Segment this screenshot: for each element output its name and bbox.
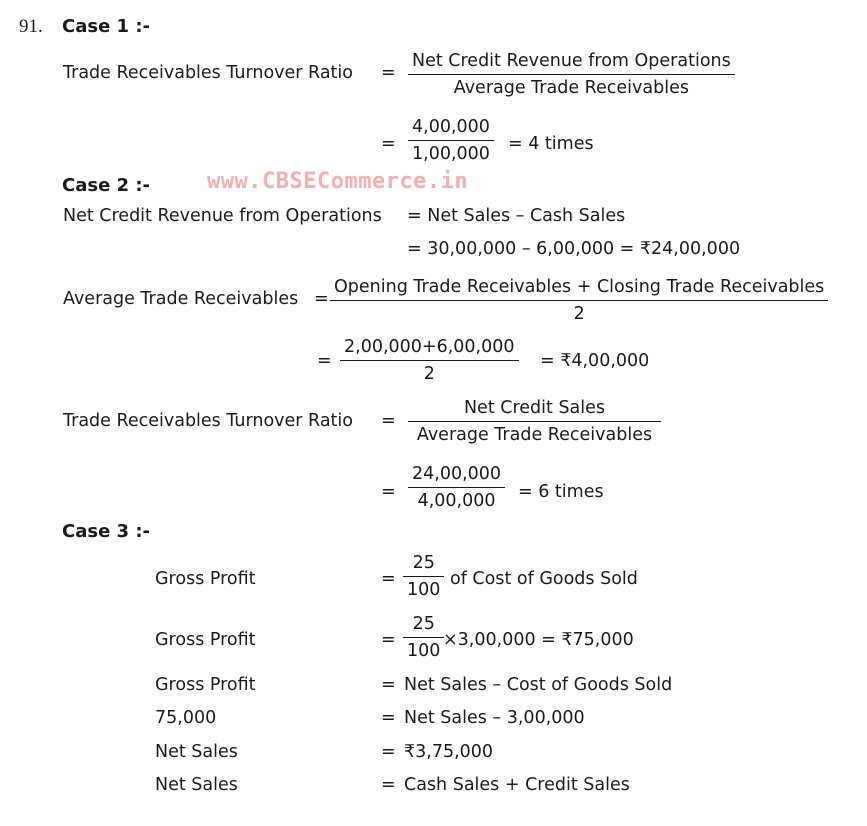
case-2-trr-equals: = (381, 411, 396, 431)
case-2-trr-result: = 6 times (518, 482, 604, 502)
case-2-trr-calc-denominator: 4,00,000 (417, 490, 496, 511)
case-2-atr-result: = ₹4,00,000 (540, 351, 650, 371)
case-2-trr-calc-numerator: 24,00,000 (408, 466, 505, 488)
case-3-row-label: Net Sales (155, 775, 238, 795)
case-3-row-denominator: 100 (407, 640, 441, 661)
case-3-row-denominator: 100 (407, 579, 441, 600)
case-3-row-equals: = (381, 742, 396, 762)
case-2-atr-calc-denominator: 2 (423, 363, 435, 384)
case-3-row-label: Gross Profit (155, 675, 256, 695)
case-2-atr-calc-numerator: 2,00,000+6,00,000 (340, 339, 519, 361)
case-2-atr-calc-fraction (340, 339, 519, 383)
case-2-atr-equals: = (314, 289, 329, 309)
case-2-trr-equals-2: = (381, 482, 396, 502)
case-2-heading: Case 2 :- (62, 175, 151, 196)
case-1-label: Trade Receivables Turnover Ratio (63, 63, 353, 83)
case-2-trr-fraction (408, 400, 661, 444)
case-2-trr-denominator: Average Trade Receivables (416, 424, 653, 445)
question-number: 91. (19, 16, 43, 37)
case-2-atr-numerator: Opening Trade Receivables + Closing Trade Receivables (330, 279, 828, 301)
case-3-row-numerator: 25 (403, 555, 444, 577)
case-3-row-equals: = (381, 569, 396, 589)
case-1-equals-2: = (381, 134, 396, 154)
case-2-atr-denominator: 2 (573, 303, 585, 324)
case-3-row-label: Gross Profit (155, 630, 256, 650)
case-2-atr-fraction (330, 279, 828, 323)
case-1-calc-fraction (408, 119, 494, 163)
case-2-trr-calc-fraction (408, 466, 505, 510)
case-1-calc-numerator: 4,00,000 (408, 119, 494, 141)
case-3-heading: Case 3 :- (62, 521, 151, 542)
case-3-row-rhs: Net Sales – Cost of Goods Sold (404, 675, 673, 695)
case-3-row-rhs: ₹3,75,000 (404, 742, 494, 762)
case-3-row-rhs: of Cost of Goods Sold (450, 569, 638, 589)
case-1-equals: = (381, 63, 396, 83)
case-3-row-label: Gross Profit (155, 569, 256, 589)
case-2-net-credit-label: Net Credit Revenue from Operations (63, 206, 382, 226)
case-3-row-label: 75,000 (155, 708, 217, 728)
case-3-row-label: Net Sales (155, 742, 238, 762)
case-3-row-fraction (403, 616, 444, 660)
case-2-net-credit-calc: = 30,00,000 – 6,00,000 = ₹24,00,000 (407, 239, 741, 259)
case-2-trr-numerator: Net Credit Sales (408, 400, 661, 422)
case-3-row-fraction (403, 555, 444, 599)
case-3-row-numerator: 25 (403, 616, 444, 638)
case-1-formula-denominator: Average Trade Receivables (453, 77, 689, 98)
watermark: www.CBSECommerce.in (207, 169, 469, 194)
case-3-row-rhs: ×3,00,000 = ₹75,000 (443, 630, 634, 650)
case-3-row-rhs: Cash Sales + Credit Sales (404, 775, 630, 795)
case-2-atr-equals-2: = (317, 351, 332, 371)
case-3-row-equals: = (381, 708, 396, 728)
case-3-row-equals: = (381, 775, 396, 795)
case-1-result: = 4 times (508, 134, 594, 154)
case-1-heading: Case 1 :- (62, 16, 151, 37)
case-3-row-equals: = (381, 630, 396, 650)
case-1-calc-denominator: 1,00,000 (412, 143, 490, 164)
case-3-row-rhs: Net Sales – 3,00,000 (404, 708, 585, 728)
case-2-atr-label: Average Trade Receivables (63, 289, 299, 309)
case-3-row-equals: = (381, 675, 396, 695)
case-2-trr-label: Trade Receivables Turnover Ratio (63, 411, 353, 431)
case-2-net-credit-formula: = Net Sales – Cash Sales (407, 206, 626, 226)
case-1-formula-numerator: Net Credit Revenue from Operations (408, 53, 735, 75)
case-1-formula-fraction (408, 53, 735, 97)
